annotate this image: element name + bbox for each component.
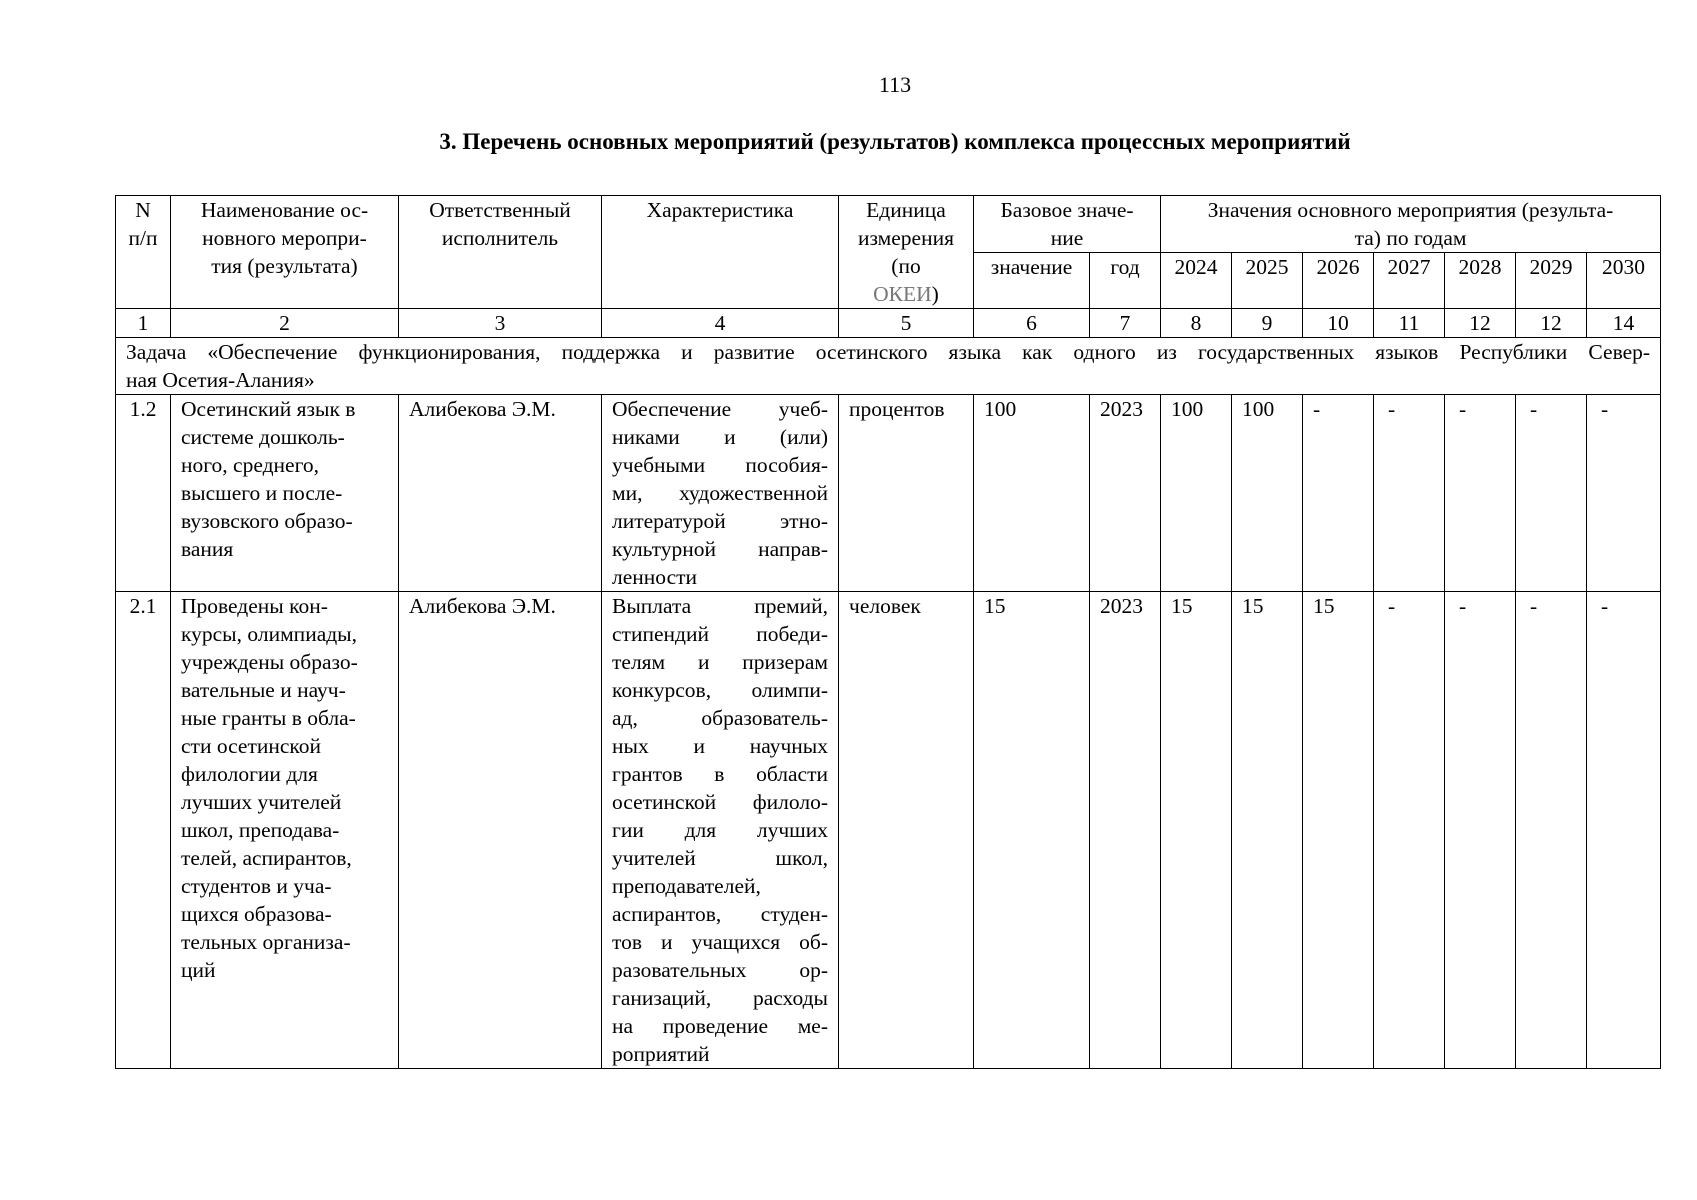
column-number-row [116, 309, 1661, 338]
page-number: 113 [878, 72, 912, 97]
row-value-2030: - [1587, 395, 1661, 592]
column-number: 12 [1445, 309, 1516, 338]
row-value-2024: 15 [1161, 592, 1232, 1069]
row-unit: человек [839, 592, 974, 1069]
row-value-2024: 100 [1161, 395, 1232, 592]
column-number: 5 [839, 309, 974, 338]
column-number: 6 [974, 309, 1090, 338]
header-year-2024: 2024 [1161, 253, 1232, 309]
row-value-2029: - [1516, 395, 1587, 592]
document-title: 3. Перечень основных мероприятий (результатов) комплекса процессных мероприятий [439, 129, 1351, 154]
task-cell [116, 338, 1661, 395]
row-value-2026: 15 [1303, 592, 1374, 1069]
row-unit: процентов [839, 395, 974, 592]
header-year-2025: 2025 [1232, 253, 1303, 309]
column-number: 14 [1587, 309, 1661, 338]
header-year-2029: 2029 [1516, 253, 1587, 309]
table-row [116, 395, 1661, 592]
row-name: Осетинский язык в системе дошколь- ного, среднего, высшего и после- вузовского образо- вания [171, 395, 399, 592]
header-row-1 [116, 196, 1661, 253]
row-value-2028: - [1445, 592, 1516, 1069]
row-number: 1.2 [116, 395, 171, 592]
measures-table [115, 195, 1661, 1069]
row-value-2025: 15 [1232, 592, 1303, 1069]
column-number: 3 [399, 309, 602, 338]
header-year-2027: 2027 [1374, 253, 1445, 309]
header-responsible: Ответственный исполнитель [399, 196, 602, 309]
row-responsible: Алибекова Э.М. [399, 395, 602, 592]
header-base-value: значение [974, 253, 1090, 309]
header-year-2028: 2028 [1445, 253, 1516, 309]
row-value-2027: - [1374, 592, 1445, 1069]
column-number: 9 [1232, 309, 1303, 338]
header-base: Базовое значе- ние [974, 196, 1161, 253]
column-number: 4 [602, 309, 839, 338]
row-value-2029: - [1516, 592, 1587, 1069]
header-years-group: Значения основного мероприятия (результа- та) по годам [1161, 196, 1661, 253]
column-number: 11 [1374, 309, 1445, 338]
column-number: 2 [171, 309, 399, 338]
task-row [116, 338, 1661, 395]
row-base-value: 100 [974, 395, 1090, 592]
row-base-year: 2023 [1090, 395, 1161, 592]
row-value-2028: - [1445, 395, 1516, 592]
column-number: 7 [1090, 309, 1161, 338]
row-number: 2.1 [116, 592, 171, 1069]
table-row [116, 592, 1661, 1069]
row-base-year: 2023 [1090, 592, 1161, 1069]
row-characteristic: Обеспечение учеб- никами и (или) учебными пособия- ми, художественной литературой этно- культурной направ- ленности [602, 395, 839, 592]
okei-label: ОКЕИ [873, 282, 932, 306]
header-base-year: год [1090, 253, 1161, 309]
row-value-2025: 100 [1232, 395, 1303, 592]
header-name: Наименование ос- новного меропри- тия (результата) [171, 196, 399, 309]
task-line: ная Осетия-Алания» [126, 368, 315, 392]
row-value-2030: - [1587, 592, 1661, 1069]
header-unit: Единица измерения (по ОКЕИ) [839, 196, 974, 309]
header-year-2026: 2026 [1303, 253, 1374, 309]
column-number: 12 [1516, 309, 1587, 338]
row-base-value: 15 [974, 592, 1090, 1069]
header-characteristic: Характеристика [602, 196, 839, 309]
header-year-2030: 2030 [1587, 253, 1661, 309]
row-value-2026: - [1303, 395, 1374, 592]
row-value-2027: - [1374, 395, 1445, 592]
column-number: 10 [1303, 309, 1374, 338]
task-line: Задача «Обеспечение функционирования, поддержка и развитие осетинского языка как одного из государственных языков Республики Север- [126, 340, 1651, 364]
row-responsible: Алибекова Э.М. [399, 592, 602, 1069]
column-number: 1 [116, 309, 171, 338]
row-characteristic: Выплата премий, стипендий победи- телям и призерам конкурсов, олимпи- ад, образователь- ных и научных грантов в области осетинской филоло- гии для лучших учителей школ, преподавателей, аспирантов, студен- тов и учащихся об- разовательных ор- ганизаций, расходы на проведение ме- роприятий [602, 592, 839, 1069]
column-number: 8 [1161, 309, 1232, 338]
header-n: N п/п [116, 196, 171, 309]
row-name: Проведены кон- курсы, олимпиады, учреждены образо- вательные и науч- ные гранты в обла- сти осетинской филологии для лучших учителей школ, преподава- телей, аспирантов, студентов и уча- щихся образова- тельных организа- ций [171, 592, 399, 1069]
